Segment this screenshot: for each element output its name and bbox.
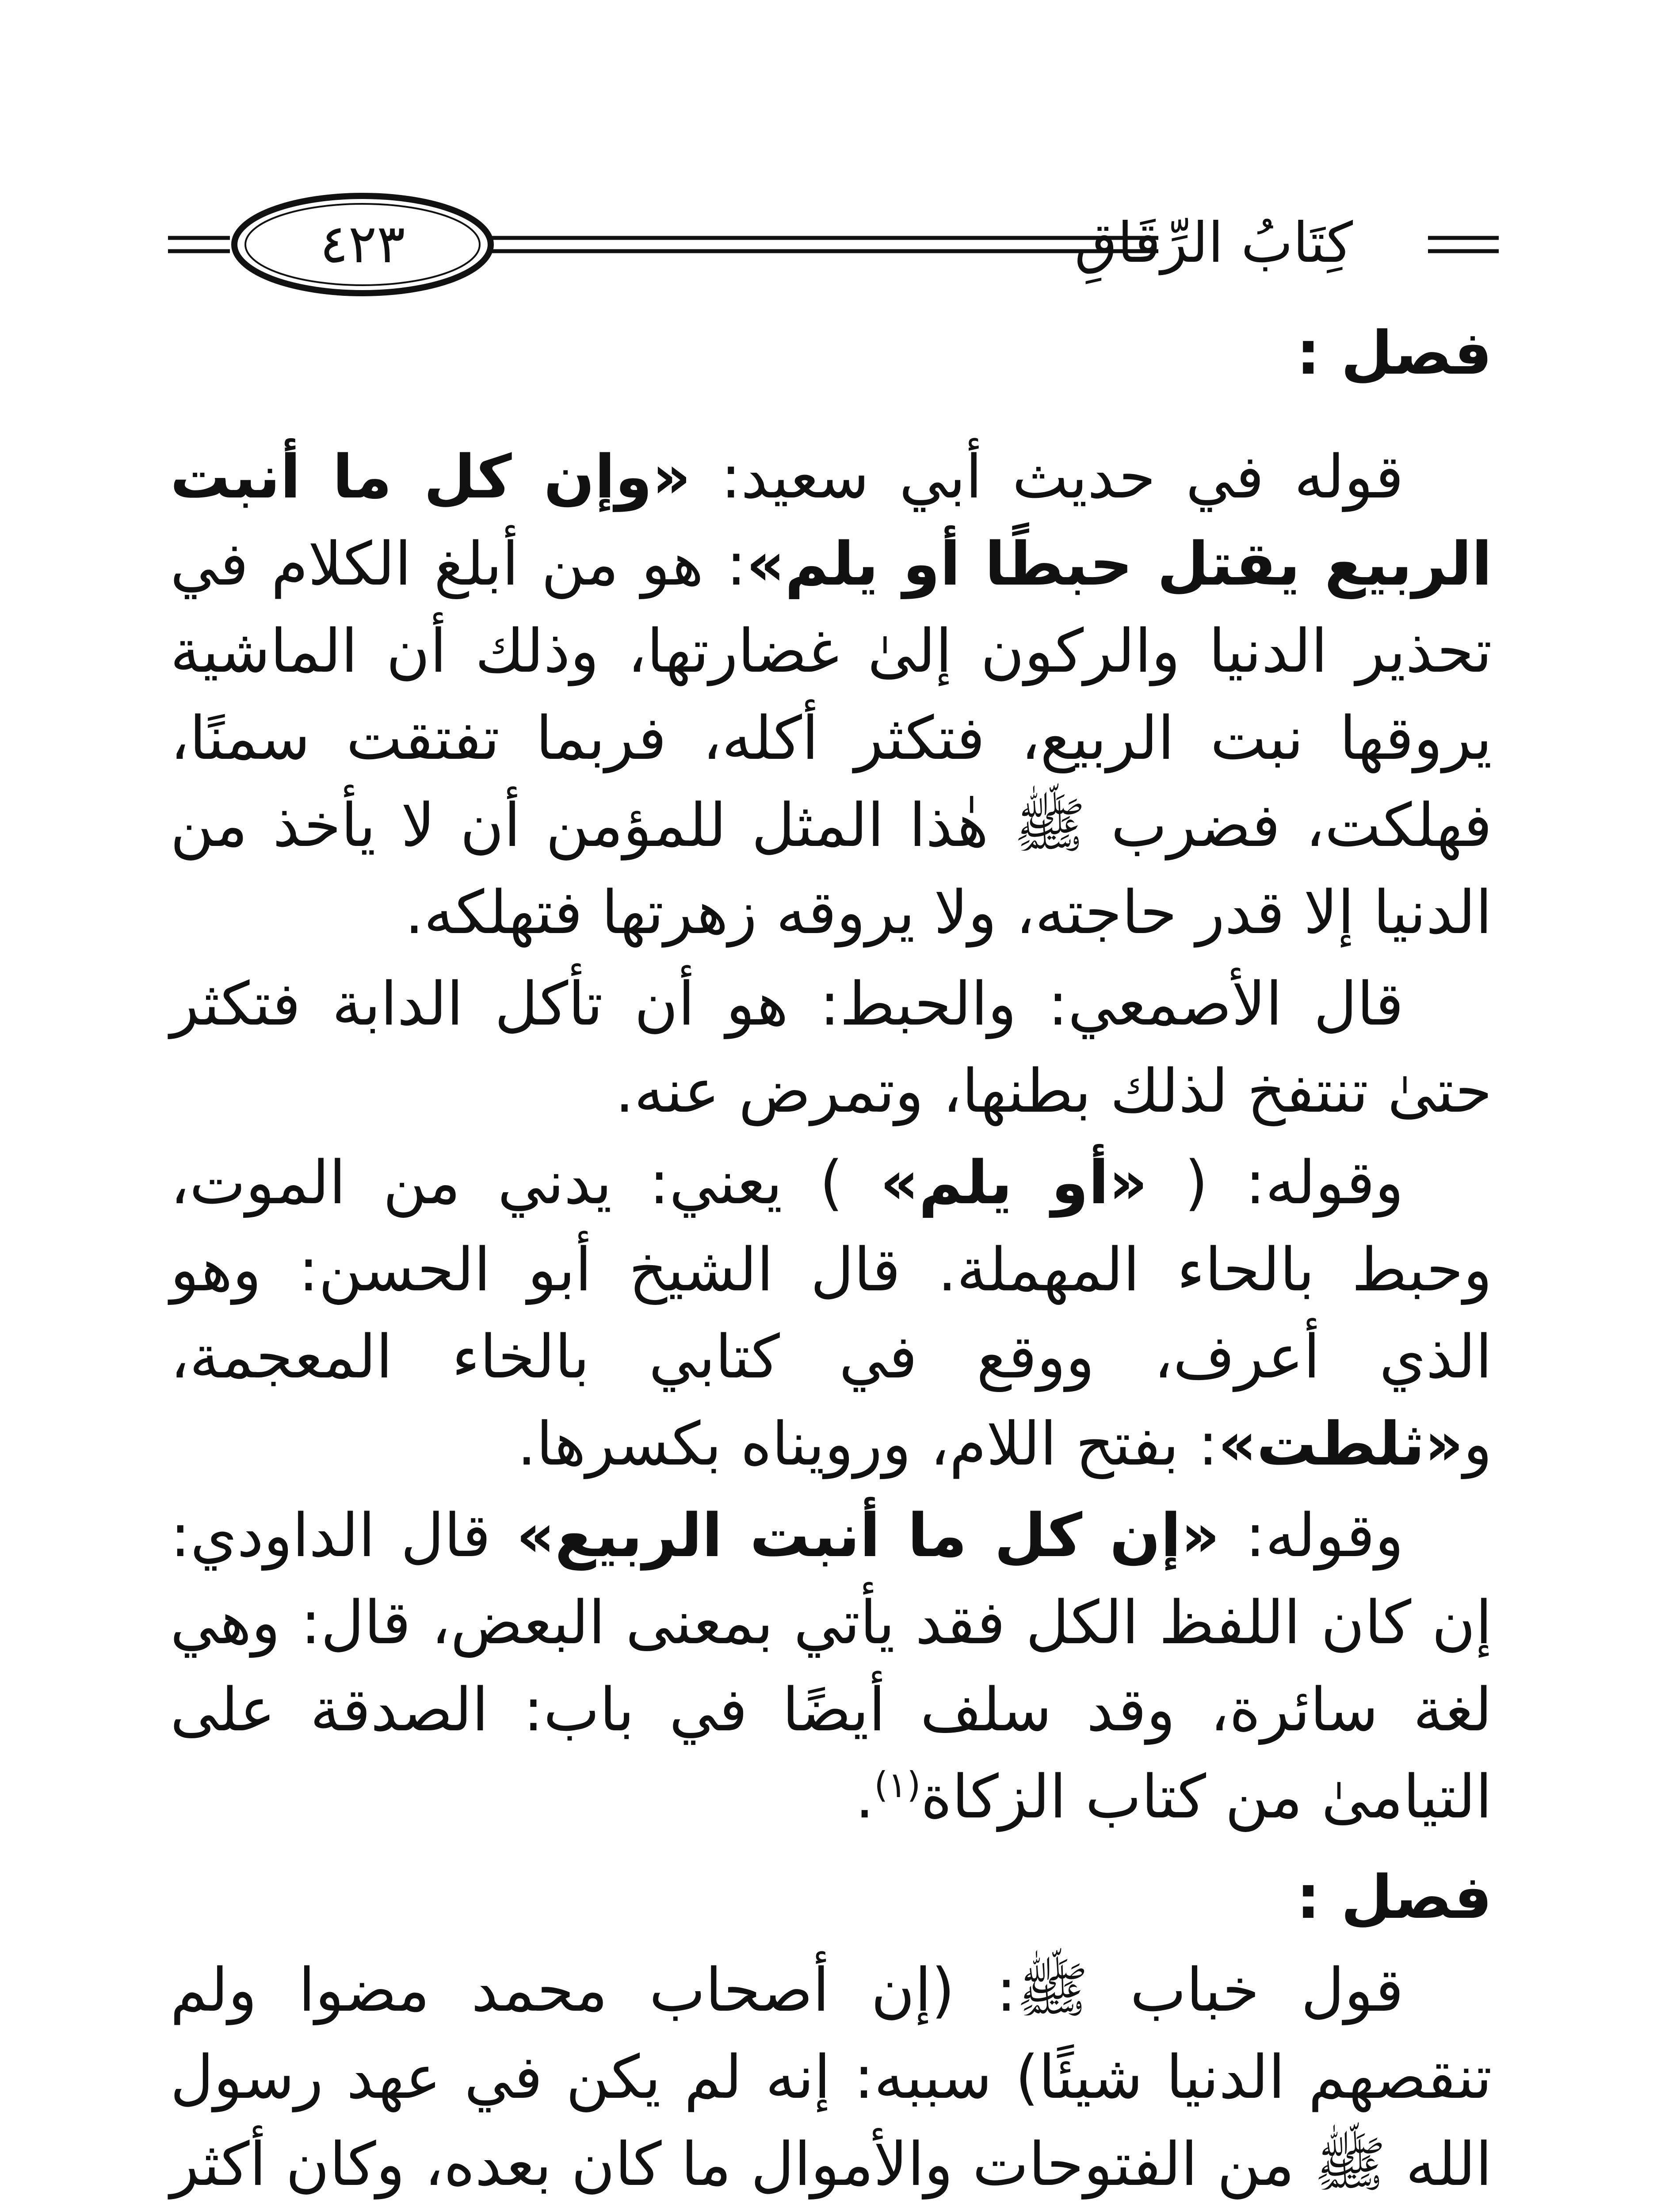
section-heading: فصل :: [1296, 1863, 1492, 1932]
footnote-ref: (١): [874, 1764, 921, 1806]
book-title: كِتَابُ الرِّقَاقِ: [1074, 211, 1353, 275]
paragraph: [170, 1492, 1492, 1840]
paragraph-end: .: [855, 1762, 874, 1832]
paragraph-text: وقوله: «إن كل ما أنبت الربيع» قال الداودي: إن كان اللفظ الكل فقد يأتي بمعنى البعض، قال: وهي لغة سائرة، وقد سلف أيضًا في باب: الصدقة على التيامىٰ من كتاب الزكاة: [170, 1501, 1492, 1832]
paragraph: قوله في حديث أبي سعيد: «وإن كل ما أنبت الربيع يقتل حبطًا أو يلم»: هو من أبلغ الكلام في تحذير الدنيا والركون إلىٰ غضارتها، وذلك أن الماشية يروقها نبت الربيع، فتكثر أكله، فربما تفتقت سمنًا، فهلكت، فضرب ﷺ هٰذا المثل للمؤمن أن لا يأخذ من الدنيا إلا قدر حاجته، ولا يروقه زهرتها فتهلكه.: [170, 442, 1492, 947]
paragraph: وقوله: ( «أو يلم» ) يعني: يدني من الموت، وحبط بالحاء المهملة. قال الشيخ أبو الحسن: وهو الذي أعرف، ووقع في كتابي بالخاء المعجمة، و«ثلطت»: بفتح اللام، ورويناه بكسرها.: [170, 1148, 1492, 1479]
running-header: [168, 186, 1499, 310]
main-text: [170, 310, 1492, 2211]
paragraph: قال الأصمعي: والحبط: هو أن تأكل الدابة فتكثر حتىٰ تنتفخ لذلك بطنها، وتمرض عنه.: [170, 969, 1492, 1126]
paragraph-text: قول خباب ﷺ: (إن أصحاب محمد مضوا ولم تنقصهم الدنيا شيئًا) سببه: إنه لم يكن في عهد رسول الله ﷺ من الفتوحات والأموال ما كان بعده، وكان أكثر: [170, 1955, 1492, 2199]
section-heading: فصل :: [1296, 318, 1492, 388]
paragraph: [170, 1947, 1492, 2211]
page-number: ٤٢٣: [320, 214, 405, 275]
